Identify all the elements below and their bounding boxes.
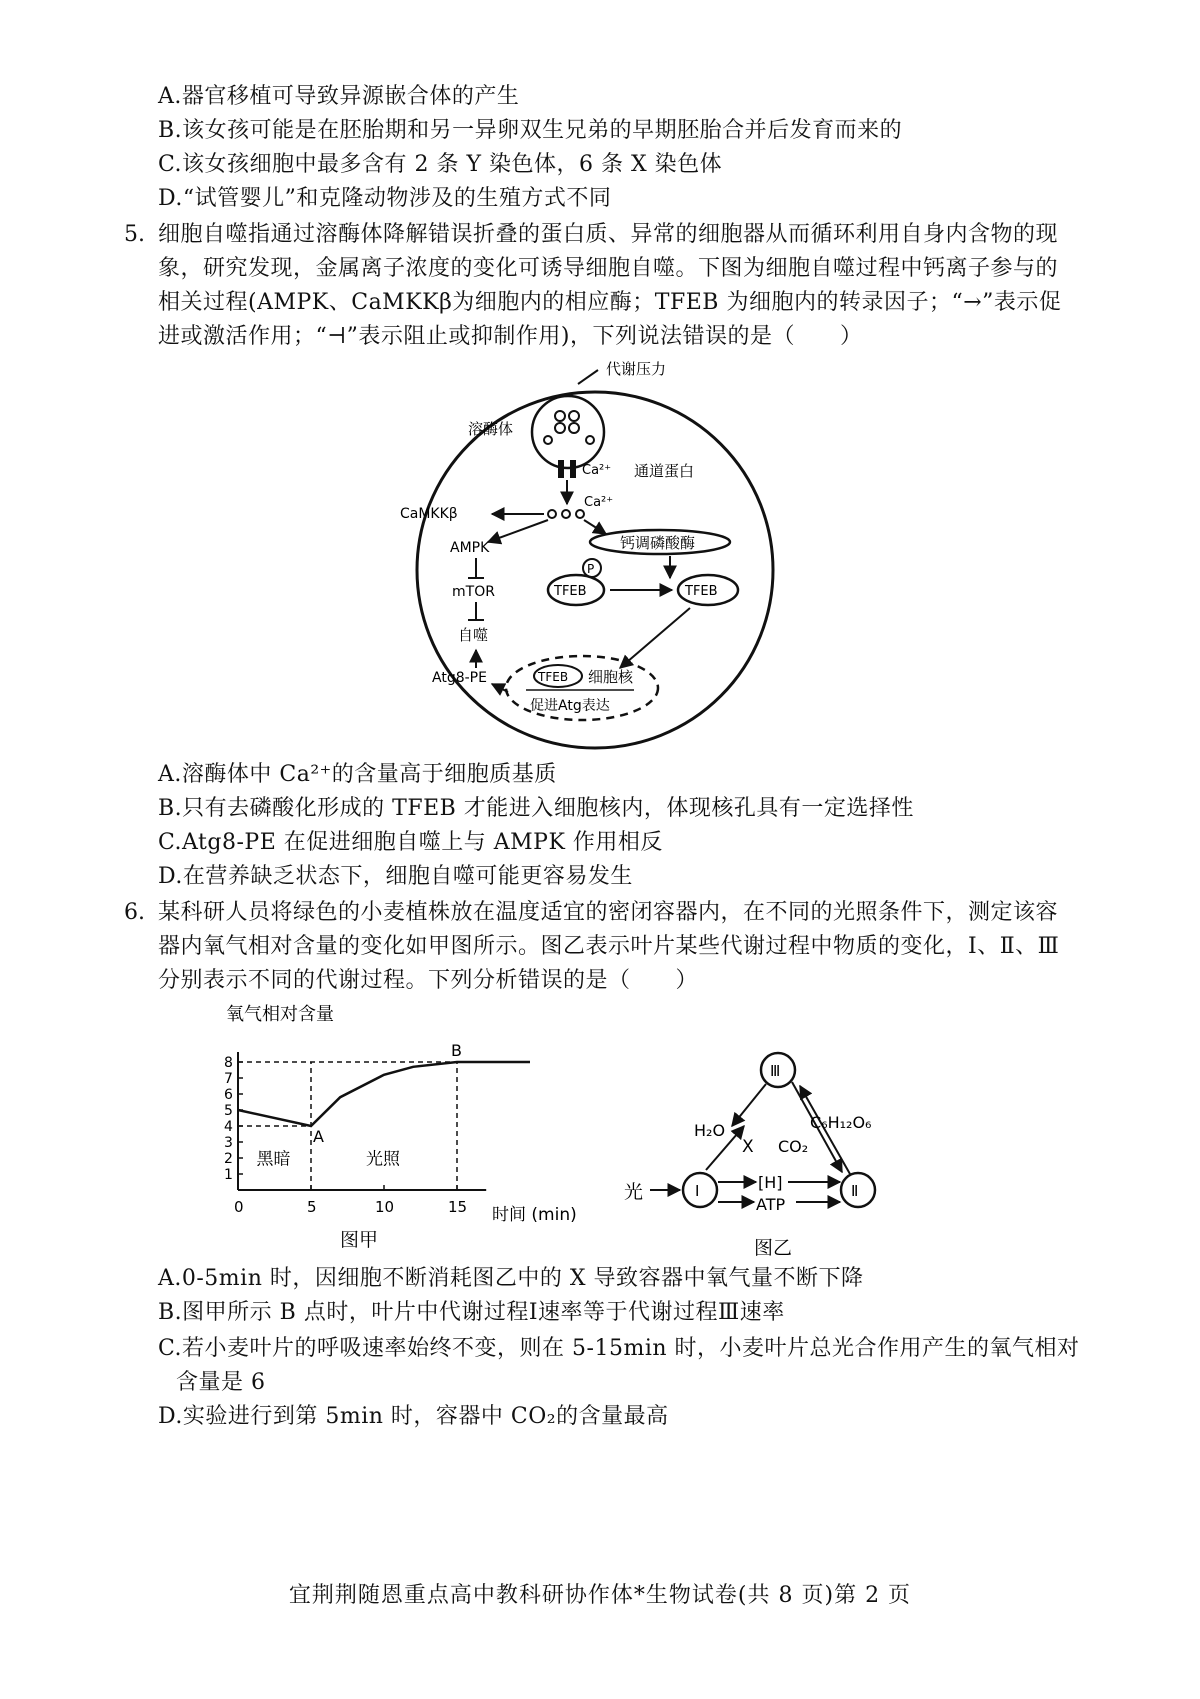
y-tick-label: 2 — [224, 1151, 233, 1167]
channel-protein-label: 通道蛋白 — [634, 462, 695, 480]
process-1-node — [683, 1173, 717, 1207]
q5-stem-line: 相关过程(AMPK、CaMKKβ为细胞内的相应酶；TFEB 为细胞内的转录因子；“→”表示促 — [158, 290, 1062, 315]
ca-ion-cluster — [569, 423, 579, 433]
ca-ion — [548, 510, 556, 518]
chart-ylabel: 氧气相对含量 — [226, 1004, 334, 1025]
tfeb-phosphorylated-label: TFEB — [554, 584, 587, 599]
chart-xlabel: 时间 (min) — [492, 1205, 577, 1225]
q6-option-c-cont: 含量是 6 — [176, 1370, 266, 1395]
ca-ion-cluster — [555, 411, 565, 421]
metabolic-pressure-pointer — [578, 370, 598, 384]
y-tick-label: 6 — [224, 1087, 233, 1103]
q6-option-c: C.若小麦叶片的呼吸速率始终不变，则在 5-15min 时，小麦叶片总光合作用产生的氧气相对 — [158, 1336, 1080, 1361]
h-label: [H] — [758, 1173, 783, 1192]
oxygen-chart — [220, 1000, 620, 1250]
q5-option-c: C.Atg8-PE 在促进细胞自噬上与 AMPK 作用相反 — [158, 830, 663, 855]
atp-label: ATP — [756, 1195, 786, 1214]
q6-option-a: A.0-5min 时，因细胞不断消耗图乙中的 X 导致容器中氧气量不断下降 — [158, 1266, 864, 1291]
y-tick-label: 8 — [224, 1055, 233, 1071]
q4-option-a: A.器官移植可导致异源嵌合体的产生 — [158, 84, 520, 109]
x-label: X — [742, 1137, 754, 1157]
q6-stem-line: 某科研人员将绿色的小麦植株放在温度适宜的密闭容器内，在不同的光照条件下，测定该容 — [158, 900, 1059, 925]
calcineurin-label: 钙调磷酸酶 — [620, 534, 696, 552]
q5-stem-line: 象，研究发现，金属离子浓度的变化可诱导细胞自噬。下图为细胞自噬过程中钙离子参与的 — [158, 256, 1059, 281]
ca-ion — [562, 510, 570, 518]
tfeb-nuclear-label: TFEB — [538, 670, 569, 684]
lysosome — [532, 396, 604, 468]
fig-b-title: 图乙 — [754, 1237, 793, 1259]
light-label: 光 — [624, 1181, 644, 1203]
atg8-label: Atg8-PE — [432, 670, 487, 686]
mtor-label: mTOR — [452, 584, 495, 600]
ca-ion — [586, 436, 594, 444]
process-2-label: Ⅱ — [851, 1182, 859, 1200]
y-tick-label: 1 — [224, 1167, 233, 1183]
lysosome-label: 溶酶体 — [468, 420, 514, 438]
camkk-label: CaMKKβ — [400, 506, 458, 522]
q5-option-b: B.只有去磷酸化形成的 TFEB 才能进入细胞核内，体现核孔具有一定选择性 — [158, 796, 914, 821]
y-tick-label: 3 — [224, 1135, 233, 1151]
ca-ion-cluster — [555, 423, 565, 433]
point-label: B — [451, 1041, 462, 1060]
q6-option-d: D.实验进行到第 5min 时，容器中 CO₂的含量最高 — [158, 1404, 669, 1429]
q5-option-a: A.溶酶体中 Ca²⁺的含量高于细胞质基质 — [158, 762, 557, 787]
arrow-to-calcineurin — [584, 520, 606, 534]
x-tick-label: 5 — [307, 1198, 317, 1216]
arrow-tfeb-nucleus — [620, 608, 690, 668]
ca-ion-cluster — [569, 411, 579, 421]
q6-stem-line: 器内氧气相对含量的变化如甲图所示。图乙表示叶片某些代谢过程中物质的变化，Ⅰ、Ⅱ、Ⅲ — [158, 934, 1060, 959]
metabolism-diagram — [620, 1030, 910, 1260]
q6-option-b: B.图甲所示 B 点时，叶片中代谢过程Ⅰ速率等于代谢过程Ⅲ速率 — [158, 1300, 785, 1325]
y-tick-label: 5 — [224, 1103, 233, 1119]
q5-stem-line: 进或激活作用；“⊣”表示阻止或抑制作用)，下列说法错误的是（ ） — [158, 324, 863, 349]
ca-ion — [576, 510, 584, 518]
region-label: 黑暗 — [256, 1149, 291, 1170]
page-footer: 宜荆荆随恩重点高中教科研协作体*生物试卷(共 8 页)第 2 页 — [288, 1583, 912, 1608]
point-label: A — [313, 1127, 324, 1146]
x-tick-label: 15 — [448, 1198, 468, 1216]
region-label: 光照 — [366, 1149, 400, 1170]
channel-ca-label: Ca²⁺ — [582, 463, 612, 478]
channel-protein — [570, 460, 576, 478]
metabolic-pressure-label: 代谢压力 — [606, 360, 667, 378]
arrow-3-to-1 — [732, 1084, 766, 1126]
x-tick-label: 0 — [234, 1198, 244, 1216]
q4-option-b: B.该女孩可能是在胚胎期和另一异卵双生兄弟的早期胚胎合并后发育而来的 — [158, 118, 903, 143]
q4-option-d: D.“试管婴儿”和克隆动物涉及的生殖方式不同 — [158, 186, 612, 211]
q5-number: 5. — [124, 222, 145, 247]
h2o-label: H₂O — [694, 1121, 726, 1140]
channel-protein — [558, 460, 564, 478]
process-1-label: Ⅰ — [695, 1182, 700, 1200]
glucose-label: C₆H₁₂O₆ — [810, 1113, 872, 1132]
q5-stem-line: 细胞自噬指通过溶酶体降解错误折叠的蛋白质、异常的细胞器从而循环利用自身内含物的现 — [158, 222, 1059, 247]
autophagy-label: 自噬 — [458, 626, 489, 644]
oxygen-series-line — [238, 1062, 530, 1126]
cell-membrane — [417, 392, 773, 748]
process-3-label: Ⅲ — [770, 1062, 781, 1080]
chart-title: 图甲 — [340, 1229, 379, 1250]
autophagy-diagram — [380, 352, 820, 762]
nucleus-label: 细胞核 — [588, 668, 634, 686]
q5-option-d: D.在营养缺乏状态下，细胞自噬可能更容易发生 — [158, 864, 633, 889]
phosphate-label: P — [587, 562, 595, 576]
arrow-nucleus-atg8 — [492, 684, 508, 692]
promote-atg-label: 促进Atg表达 — [530, 698, 610, 714]
q4-option-c: C.该女孩细胞中最多含有 2 条 Y 染色体，6 条 X 染色体 — [158, 152, 723, 177]
ampk-label: AMPK — [450, 540, 490, 556]
ca-ion — [544, 436, 552, 444]
tfeb-free-label: TFEB — [685, 584, 718, 599]
y-tick-label: 7 — [224, 1071, 233, 1087]
arrow-to-ampk — [488, 520, 548, 542]
x-tick-label: 10 — [375, 1198, 395, 1216]
co2-label: CO₂ — [778, 1137, 809, 1156]
y-tick-label: 4 — [224, 1119, 233, 1135]
q6-number: 6. — [124, 900, 145, 925]
q6-stem-line: 分别表示不同的代谢过程。下列分析错误的是（ ） — [158, 968, 699, 993]
cytosol-ca-label: Ca²⁺ — [584, 495, 614, 510]
